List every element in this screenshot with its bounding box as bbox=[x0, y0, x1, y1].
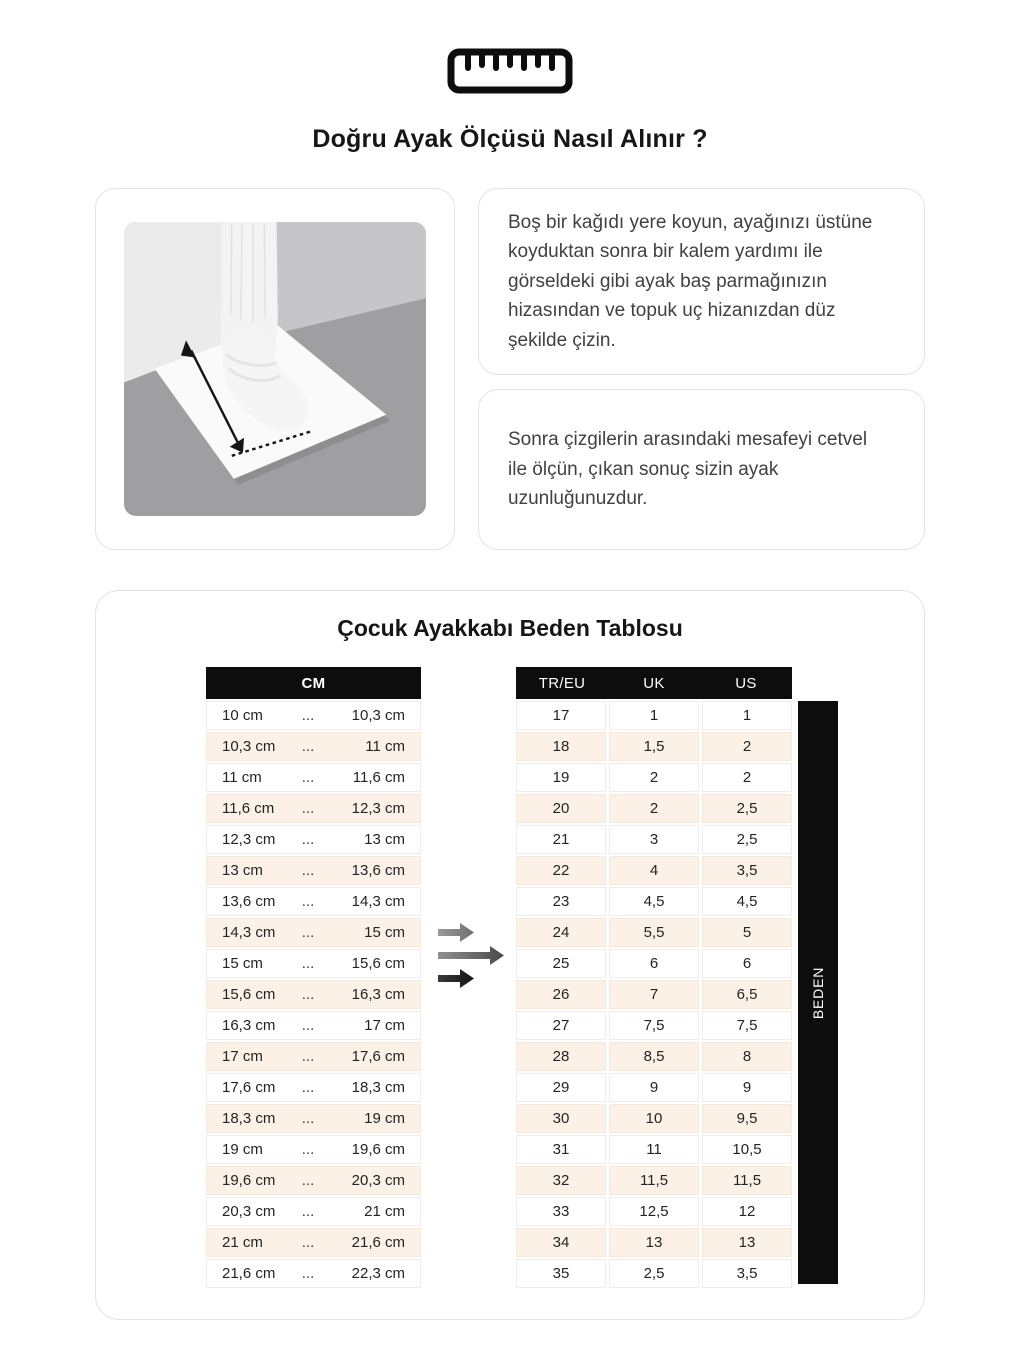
cm-to-value: 13,6 cm bbox=[351, 862, 405, 879]
treu-value: 21 bbox=[516, 825, 606, 854]
cm-to-value: 14,3 cm bbox=[351, 893, 405, 910]
cm-table bbox=[206, 667, 421, 1290]
foot-measurement-photo bbox=[124, 222, 426, 516]
cm-range-separator: ... bbox=[301, 1079, 315, 1096]
us-value: 6,5 bbox=[702, 980, 792, 1009]
size-table-header-uk: UK bbox=[643, 674, 665, 692]
beden-side-label: BEDEN bbox=[810, 966, 827, 1019]
cm-to-value: 15 cm bbox=[364, 924, 405, 941]
instruction-step-2-text: Sonra çizgilerin arasındaki mesafeyi cetvel ile ölçün, çıkan sonuç sizin ayak uzunluğunuzdur. bbox=[508, 429, 868, 510]
beden-side-bar bbox=[798, 701, 838, 1284]
uk-value: 11,5 bbox=[609, 1166, 699, 1195]
us-value: 7,5 bbox=[702, 1011, 792, 1040]
cm-table-row bbox=[206, 701, 421, 730]
size-table-row bbox=[516, 1104, 792, 1133]
cm-table-row bbox=[206, 856, 421, 885]
us-value: 11,5 bbox=[702, 1166, 792, 1195]
cm-range-separator: ... bbox=[301, 738, 315, 755]
cm-range-separator: ... bbox=[301, 893, 315, 910]
treu-value: 19 bbox=[516, 763, 606, 792]
instruction-step-2 bbox=[478, 389, 925, 550]
cm-to-value: 22,3 cm bbox=[351, 1265, 405, 1282]
cm-range-separator: ... bbox=[301, 707, 315, 724]
size-table-title: Çocuk Ayakkabı Beden Tablosu bbox=[337, 615, 683, 641]
size-table-row bbox=[516, 856, 792, 885]
convert-arrows-icon bbox=[436, 921, 508, 993]
uk-value: 5,5 bbox=[609, 918, 699, 947]
cm-range-separator: ... bbox=[301, 769, 315, 786]
treu-value: 29 bbox=[516, 1073, 606, 1102]
us-value: 6 bbox=[702, 949, 792, 978]
cm-to-value: 18,3 cm bbox=[351, 1079, 405, 1096]
cm-table-row bbox=[206, 1135, 421, 1164]
cm-to-value: 15,6 cm bbox=[351, 955, 405, 972]
size-table-row bbox=[516, 980, 792, 1009]
treu-value: 32 bbox=[516, 1166, 606, 1195]
cm-range-separator: ... bbox=[301, 1234, 315, 1251]
cm-table-row bbox=[206, 1011, 421, 1040]
cm-from-value: 17,6 cm bbox=[222, 1079, 276, 1096]
cm-table-body bbox=[206, 701, 421, 1288]
ruler-icon bbox=[0, 48, 1020, 99]
cm-table-row bbox=[206, 1042, 421, 1071]
uk-value: 1,5 bbox=[609, 732, 699, 761]
size-table-row bbox=[516, 949, 792, 978]
cm-table-row bbox=[206, 825, 421, 854]
treu-value: 26 bbox=[516, 980, 606, 1009]
size-table-row bbox=[516, 825, 792, 854]
foot-photo-card bbox=[95, 188, 455, 550]
cm-from-value: 21 cm bbox=[222, 1234, 263, 1251]
us-value: 2,5 bbox=[702, 794, 792, 823]
cm-table-row bbox=[206, 1228, 421, 1257]
size-table-row bbox=[516, 918, 792, 947]
size-table-body bbox=[516, 701, 792, 1288]
cm-to-value: 16,3 cm bbox=[351, 986, 405, 1003]
treu-value: 20 bbox=[516, 794, 606, 823]
size-table-row bbox=[516, 1073, 792, 1102]
cm-table-row bbox=[206, 949, 421, 978]
uk-value: 4 bbox=[609, 856, 699, 885]
size-table-card bbox=[95, 590, 925, 1320]
measure-instructions-section bbox=[95, 188, 925, 550]
cm-from-value: 19 cm bbox=[222, 1141, 263, 1158]
uk-value: 2 bbox=[609, 763, 699, 792]
us-value: 8 bbox=[702, 1042, 792, 1071]
cm-range-separator: ... bbox=[301, 1110, 315, 1127]
cm-to-value: 21 cm bbox=[364, 1203, 405, 1220]
uk-value: 7,5 bbox=[609, 1011, 699, 1040]
cm-table-row bbox=[206, 918, 421, 947]
cm-from-value: 14,3 cm bbox=[222, 924, 276, 941]
cm-to-value: 17 cm bbox=[364, 1017, 405, 1034]
uk-value: 10 bbox=[609, 1104, 699, 1133]
size-table-row bbox=[516, 794, 792, 823]
uk-value: 4,5 bbox=[609, 887, 699, 916]
size-table-header-treu: TR/EU bbox=[538, 674, 586, 692]
cm-range-separator: ... bbox=[301, 1048, 315, 1065]
us-value: 10,5 bbox=[702, 1135, 792, 1164]
cm-range-separator: ... bbox=[301, 924, 315, 941]
cm-table-header: CM bbox=[206, 667, 421, 699]
uk-value: 11 bbox=[609, 1135, 699, 1164]
us-value: 2,5 bbox=[702, 825, 792, 854]
cm-from-value: 11 cm bbox=[222, 769, 262, 786]
size-table-header-us: US bbox=[735, 674, 757, 692]
cm-range-separator: ... bbox=[301, 1203, 315, 1220]
cm-range-separator: ... bbox=[301, 862, 315, 879]
size-table-row bbox=[516, 1228, 792, 1257]
cm-range-separator: ... bbox=[301, 1017, 315, 1034]
cm-to-value: 11 cm bbox=[365, 738, 405, 755]
uk-value: 7 bbox=[609, 980, 699, 1009]
uk-value: 12,5 bbox=[609, 1197, 699, 1226]
cm-from-value: 18,3 cm bbox=[222, 1110, 276, 1127]
instruction-step-1 bbox=[478, 188, 925, 375]
treu-value: 23 bbox=[516, 887, 606, 916]
cm-to-value: 20,3 cm bbox=[351, 1172, 405, 1189]
cm-from-value: 17 cm bbox=[222, 1048, 263, 1065]
uk-value: 13 bbox=[609, 1228, 699, 1257]
cm-table-row bbox=[206, 1259, 421, 1288]
cm-table-row bbox=[206, 794, 421, 823]
treu-value: 18 bbox=[516, 732, 606, 761]
cm-table-row bbox=[206, 763, 421, 792]
cm-from-value: 15,6 cm bbox=[222, 986, 276, 1003]
instruction-step-1-text: Boş bir kağıdı yere koyun, ayağınızı üstüne koyduktan sonra bir kalem yardımı ile görseldeki gibi ayak baş parmağınızın hizasından ve topuk uç hizanızdan düz şekilde çizin. bbox=[508, 212, 873, 351]
treu-value: 24 bbox=[516, 918, 606, 947]
us-value: 2 bbox=[702, 732, 792, 761]
cm-range-separator: ... bbox=[301, 986, 315, 1003]
cm-range-separator: ... bbox=[301, 800, 315, 817]
size-conversion-table bbox=[516, 667, 792, 1290]
size-table-row bbox=[516, 1166, 792, 1195]
cm-from-value: 19,6 cm bbox=[222, 1172, 276, 1189]
treu-value: 33 bbox=[516, 1197, 606, 1226]
cm-from-value: 11,6 cm bbox=[222, 800, 275, 817]
cm-to-value: 13 cm bbox=[364, 831, 405, 848]
cm-table-row bbox=[206, 1104, 421, 1133]
cm-to-value: 19 cm bbox=[364, 1110, 405, 1127]
instruction-steps bbox=[478, 188, 925, 550]
uk-value: 2,5 bbox=[609, 1259, 699, 1288]
cm-range-separator: ... bbox=[301, 831, 315, 848]
us-value: 13 bbox=[702, 1228, 792, 1257]
us-value: 1 bbox=[702, 701, 792, 730]
treu-value: 25 bbox=[516, 949, 606, 978]
cm-to-value: 11,6 cm bbox=[352, 769, 405, 786]
treu-value: 27 bbox=[516, 1011, 606, 1040]
cm-to-value: 21,6 cm bbox=[351, 1234, 405, 1251]
cm-to-value: 12,3 cm bbox=[351, 800, 405, 817]
treu-value: 17 bbox=[516, 701, 606, 730]
uk-value: 6 bbox=[609, 949, 699, 978]
cm-table-row bbox=[206, 1197, 421, 1226]
cm-range-separator: ... bbox=[301, 1265, 315, 1282]
treu-value: 28 bbox=[516, 1042, 606, 1071]
cm-from-value: 15 cm bbox=[222, 955, 263, 972]
cm-from-value: 10 cm bbox=[222, 707, 263, 724]
treu-value: 35 bbox=[516, 1259, 606, 1288]
uk-value: 2 bbox=[609, 794, 699, 823]
page-header bbox=[0, 0, 1020, 154]
cm-from-value: 16,3 cm bbox=[222, 1017, 276, 1034]
treu-value: 22 bbox=[516, 856, 606, 885]
treu-value: 30 bbox=[516, 1104, 606, 1133]
treu-value: 34 bbox=[516, 1228, 606, 1257]
uk-value: 1 bbox=[609, 701, 699, 730]
treu-value: 31 bbox=[516, 1135, 606, 1164]
us-value: 9,5 bbox=[702, 1104, 792, 1133]
cm-from-value: 12,3 cm bbox=[222, 831, 276, 848]
size-table-row bbox=[516, 887, 792, 916]
size-table-row bbox=[516, 763, 792, 792]
us-value: 12 bbox=[702, 1197, 792, 1226]
us-value: 9 bbox=[702, 1073, 792, 1102]
cm-to-value: 17,6 cm bbox=[351, 1048, 405, 1065]
us-value: 4,5 bbox=[702, 887, 792, 916]
size-table-row bbox=[516, 1259, 792, 1288]
cm-table-row bbox=[206, 732, 421, 761]
uk-value: 3 bbox=[609, 825, 699, 854]
us-value: 2 bbox=[702, 763, 792, 792]
cm-from-value: 21,6 cm bbox=[222, 1265, 276, 1282]
us-value: 3,5 bbox=[702, 1259, 792, 1288]
size-table-row bbox=[516, 1042, 792, 1071]
us-value: 3,5 bbox=[702, 856, 792, 885]
cm-table-row bbox=[206, 1166, 421, 1195]
cm-table-row bbox=[206, 980, 421, 1009]
cm-range-separator: ... bbox=[301, 1172, 315, 1189]
cm-from-value: 13,6 cm bbox=[222, 893, 276, 910]
us-value: 5 bbox=[702, 918, 792, 947]
cm-to-value: 10,3 cm bbox=[351, 707, 405, 724]
cm-to-value: 19,6 cm bbox=[351, 1141, 405, 1158]
cm-table-row bbox=[206, 1073, 421, 1102]
uk-value: 9 bbox=[609, 1073, 699, 1102]
size-table-row bbox=[516, 701, 792, 730]
size-table-row bbox=[516, 1197, 792, 1226]
size-table-row bbox=[516, 732, 792, 761]
cm-range-separator: ... bbox=[301, 955, 315, 972]
cm-range-separator: ... bbox=[301, 1141, 315, 1158]
cm-from-value: 13 cm bbox=[222, 862, 263, 879]
cm-from-value: 20,3 cm bbox=[222, 1203, 276, 1220]
size-table-row bbox=[516, 1135, 792, 1164]
uk-value: 8,5 bbox=[609, 1042, 699, 1071]
size-table-header-row bbox=[516, 667, 792, 699]
cm-table-row bbox=[206, 887, 421, 916]
cm-from-value: 10,3 cm bbox=[222, 738, 276, 755]
page-title: Doğru Ayak Ölçüsü Nasıl Alınır ? bbox=[312, 125, 708, 153]
size-table-row bbox=[516, 1011, 792, 1040]
